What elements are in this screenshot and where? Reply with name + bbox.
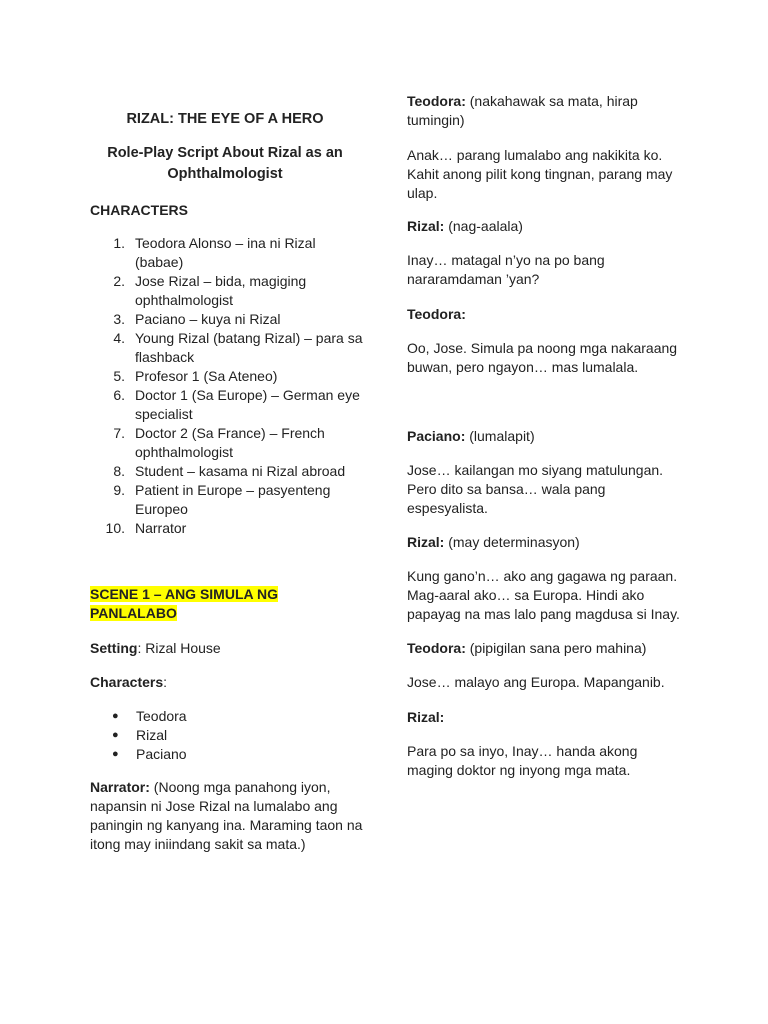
narrator-text: (Noong mga panahong iyon, [149,779,331,795]
dialogue-text: Anak… parang lumalabo ang nakikita ko. [407,147,663,163]
list-number: 3. [113,311,125,327]
narrator-text: napansin ni Jose Rizal na lumalabo ang [90,798,338,814]
speaker-label: Paciano: [407,428,466,444]
list-item [90,726,187,745]
list-item [90,519,370,538]
setting-value: : Rizal House [137,640,221,656]
dialogue-line [407,639,646,658]
list-text: ophthalmologist [135,444,234,460]
list-item [90,234,370,272]
subtitle-line-1: Role-Play Script About Rizal as an [107,145,343,161]
list-text: Paciano [136,746,187,762]
list-text: Doctor 2 (Sa France) – French [135,425,325,441]
bullet-icon: ● [112,710,119,722]
dialogue-line [407,673,665,692]
dialogue-line [407,533,580,552]
list-text: flashback [135,349,195,365]
speaker-label: Teodora: [407,640,466,656]
scene-characters-list [90,707,187,764]
list-text: Patient in Europe – pasyenteng [135,482,331,498]
speaker-label: Teodora: [407,306,466,322]
scene-heading [90,585,278,623]
list-text: ophthalmologist [135,292,234,308]
dialogue-text: Para po sa inyo, Inay… handa akong [407,743,638,759]
list-text: Teodora Alonso – ina ni Rizal [135,235,316,251]
bullet-icon: ● [112,748,119,760]
dialogue-line [407,708,444,727]
dialogue-text: Kung gano’n… ako ang gagawa ng paraan. [407,568,678,584]
document-title: RIZAL: THE EYE OF A HERO [126,111,324,127]
speaker-label: Rizal: [407,218,445,234]
list-number: 9. [113,482,125,498]
setting-label: Setting [90,640,138,656]
narrator-text: paningin ng kanyang ina. Maraming taon na [90,817,363,833]
stage-direction: (pipigilan sana pero mahina) [465,640,647,656]
list-number: 2. [113,273,125,289]
list-item [90,481,370,519]
stage-direction: (nakahawak sa mata, hirap [465,93,638,109]
dialogue-line [407,427,535,446]
dialogue-text: papayag na mas lalo pang magdusa si Inay. [407,606,680,622]
list-item [90,424,370,462]
list-text: Doctor 1 (Sa Europe) – German eye [135,387,360,403]
dialogue-line [407,92,638,130]
characters-label: Characters [90,674,164,690]
dialogue-text: Inay… matagal n’yo na po bang [407,252,605,268]
list-text: Narrator [135,520,187,536]
list-item [90,462,370,481]
list-text: Profesor 1 (Sa Ateneo) [135,368,278,384]
stage-direction: tumingin) [407,112,465,128]
dialogue-text: Oo, Jose. Simula pa noong mga nakaraang [407,340,678,356]
list-text: Teodora [136,708,187,724]
scene-characters-heading [90,673,167,692]
dialogue-text: nararamdaman ’yan? [407,271,540,287]
bullet-icon: ● [112,729,119,741]
list-text: Jose Rizal – bida, magiging [135,273,307,289]
list-item [90,745,187,764]
characters-list [90,234,370,538]
document-subtitle [90,143,360,185]
scene-heading-line-2: PANLALABO [90,605,177,621]
dialogue-line [407,217,523,236]
list-item [90,707,187,726]
list-text: Student – kasama ni Rizal abroad [135,463,346,479]
list-number: 6. [113,387,125,403]
dialogue-text: Kahit anong pilit kong tingnan, parang may [407,166,673,182]
narrator-text: itong may iniindang sakit sa mata.) [90,836,306,852]
characters-colon: : [163,674,168,690]
dialogue-text: ulap. [407,185,438,201]
list-item [90,386,370,424]
dialogue-text: Jose… kailangan mo siyang matulungan. [407,462,664,478]
list-text: Paciano – kuya ni Rizal [135,311,281,327]
setting-line [90,639,221,658]
subtitle-line-2: Ophthalmologist [167,166,283,182]
dialogue-line [407,339,677,377]
dialogue-line [407,567,680,624]
dialogue-text: maging doktor ng inyong mga mata. [407,762,631,778]
list-text: specialist [135,406,193,422]
speaker-label: Rizal: [407,534,445,550]
speaker-label: Teodora: [407,93,466,109]
list-text: (babae) [135,254,184,270]
stage-direction: (lumalapit) [465,428,535,444]
list-item [90,272,370,310]
list-item [90,329,370,367]
stage-direction: (may determinasyon) [444,534,580,550]
list-text: Young Rizal (batang Rizal) – para sa [135,330,363,346]
dialogue-line [407,461,663,518]
dialogue-line [407,251,605,289]
narrator-paragraph [90,778,362,854]
dialogue-text: buwan, pero ngayon… mas lumalala. [407,359,639,375]
list-text: Europeo [135,501,188,517]
stage-direction: (nag-aalala) [444,218,523,234]
list-item [90,367,370,386]
speaker-label: Rizal: [407,709,445,725]
narrator-label: Narrator: [90,779,150,795]
list-number: 7. [113,425,125,441]
dialogue-line [407,742,637,780]
list-number: 10. [105,520,125,536]
list-item [90,310,370,329]
list-number: 5. [113,368,125,384]
list-text: Rizal [136,727,168,743]
scene-heading-line-1: SCENE 1 – ANG SIMULA NG [90,586,278,602]
dialogue-text: Jose… malayo ang Europa. Mapanganib. [407,674,665,690]
list-number: 8. [113,463,125,479]
dialogue-text: Mag-aaral ako… sa Europa. Hindi ako [407,587,645,603]
characters-heading: CHARACTERS [90,202,188,218]
list-number: 1. [113,235,125,251]
dialogue-line [407,305,466,324]
list-number: 4. [113,330,125,346]
dialogue-line [407,146,672,203]
dialogue-text: espesyalista. [407,500,488,516]
dialogue-text: Pero dito sa bansa… wala pang [407,481,606,497]
